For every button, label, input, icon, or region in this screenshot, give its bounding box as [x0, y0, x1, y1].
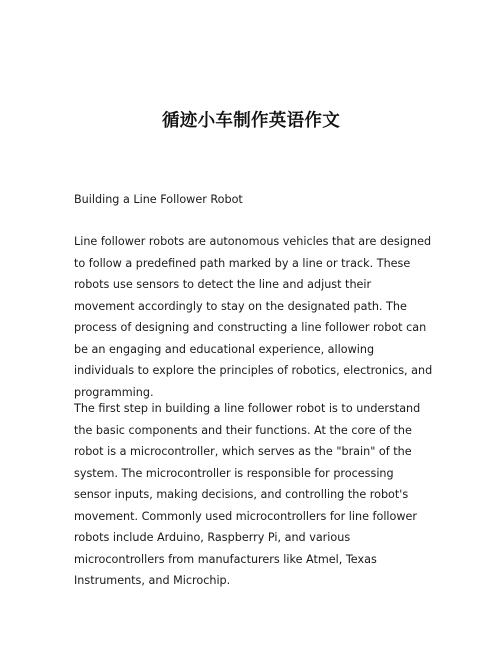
section-heading: Building a Line Follower Robot	[74, 193, 243, 206]
paragraph-1: Line follower robots are autonomous vehicles that are designed to follow a predefined path marked by a line or track. These robots use sensors to detect the line and adjust their movement accordingly to stay on the designated path. The process of designing and constructing a line follower robot can be an engaging and educational experience, allowing individuals to explore the principles of robotics, electronics, and programming.	[74, 235, 433, 399]
document-title: 循迹小车制作英语作文	[162, 111, 340, 131]
paragraph-2: The first step in building a line follower robot is to understand the basic components and their functions. At the core of the robot is a microcontroller, which serves as the "brain" of the system. The microcontroller is responsible for processing sensor inputs, making decisions, and controlling the robot's movement. Commonly used microcontrollers for line follower robots include Arduino, Raspberry Pi, and various microcontrollers from manufacturers like Atmel, Texas Instruments, and Microchip.	[74, 402, 421, 587]
